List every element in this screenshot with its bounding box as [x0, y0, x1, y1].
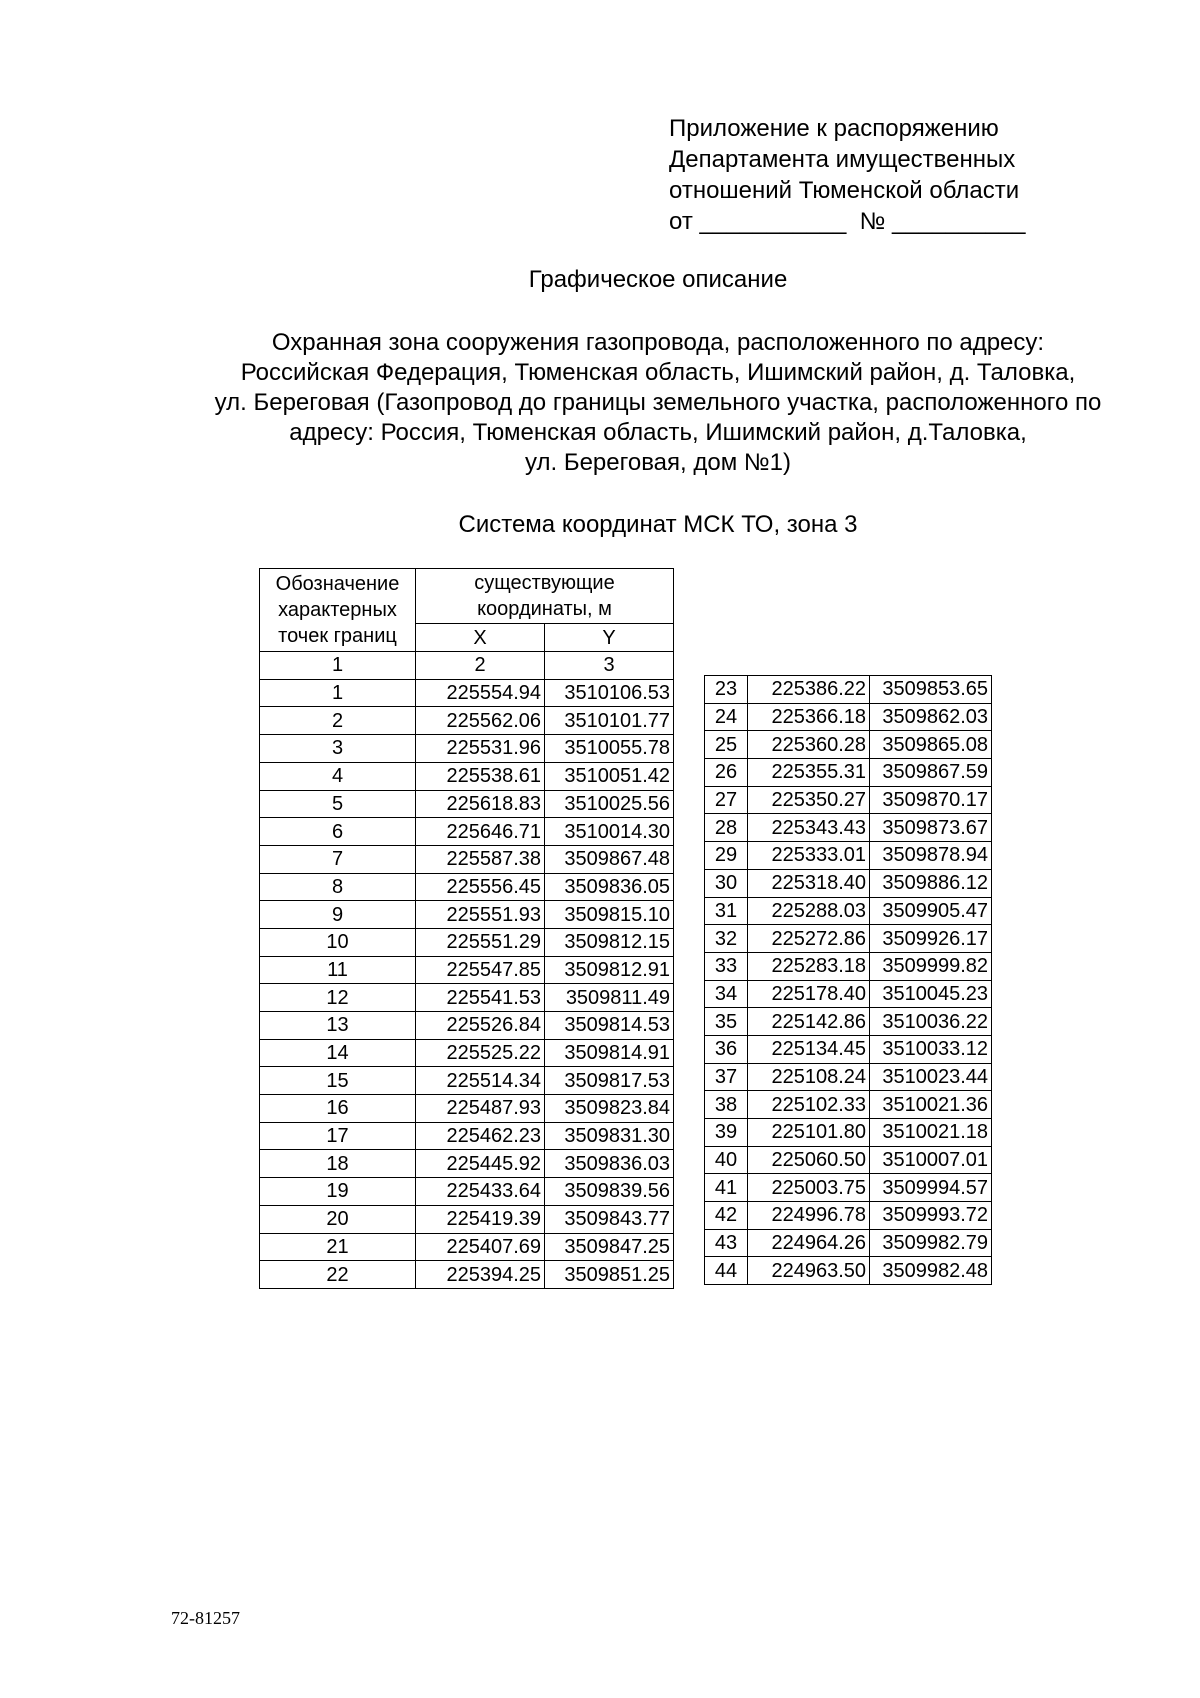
x-coordinate: 225551.29 [416, 928, 545, 956]
x-coordinate: 225318.40 [748, 869, 870, 897]
y-coordinate: 3510051.42 [545, 762, 674, 790]
x-coordinate: 225108.24 [748, 1063, 870, 1091]
table-row [260, 1039, 674, 1067]
appendix-line-1: Приложение к распоряжению [669, 115, 999, 142]
y-coordinate: 3509814.53 [545, 1012, 674, 1040]
point-number: 5 [260, 790, 416, 818]
point-number: 14 [260, 1039, 416, 1067]
y-coordinate: 3509982.48 [870, 1257, 992, 1285]
x-coordinate: 225547.85 [416, 956, 545, 984]
x-coordinate: 225360.28 [748, 731, 870, 759]
point-number: 19 [260, 1178, 416, 1206]
point-number: 40 [705, 1146, 748, 1174]
table-row [260, 1205, 674, 1233]
column-index-1: 1 [260, 652, 416, 680]
appendix-line-3: отношений Тюменской области [669, 177, 1020, 204]
table-row [260, 735, 674, 763]
table-row [260, 901, 674, 929]
table-row [705, 759, 992, 787]
y-coordinate: 3509817.53 [545, 1067, 674, 1095]
table-row [260, 928, 674, 956]
description-line-4: адресу: Россия, Тюменская область, Ишимский район, д.Таловка, [289, 419, 1027, 446]
table-row [260, 707, 674, 735]
coordinate-system-label: Система координат МСК ТО, зона 3 [458, 511, 858, 538]
y-coordinate: 3509836.05 [545, 873, 674, 901]
x-coordinate: 225562.06 [416, 707, 545, 735]
table-row [260, 873, 674, 901]
table-row [260, 1233, 674, 1261]
x-coordinate: 225394.25 [416, 1261, 545, 1289]
description-line-2: Российская Федерация, Тюменская область, Ишимский район, д. Таловка, [240, 359, 1076, 386]
y-coordinate: 3509867.59 [870, 759, 992, 787]
y-coordinate: 3509867.48 [545, 845, 674, 873]
table-row [705, 1202, 992, 1230]
x-coordinate: 225556.45 [416, 873, 545, 901]
y-coordinate: 3509999.82 [870, 952, 992, 980]
y-coordinate: 3509865.08 [870, 731, 992, 759]
point-number: 2 [260, 707, 416, 735]
y-coordinate: 3509851.25 [545, 1261, 674, 1289]
table-row [705, 1119, 992, 1147]
y-coordinate: 3509862.03 [870, 703, 992, 731]
y-coordinate: 3510025.56 [545, 790, 674, 818]
y-coordinate: 3509812.91 [545, 956, 674, 984]
point-number: 20 [260, 1205, 416, 1233]
point-number: 38 [705, 1091, 748, 1119]
point-number: 22 [260, 1261, 416, 1289]
table-row [705, 703, 992, 731]
point-number: 26 [705, 759, 748, 787]
x-coordinate: 225526.84 [416, 1012, 545, 1040]
table-row [260, 762, 674, 790]
description-line-1: Охранная зона сооружения газопровода, расположенного по адресу: [271, 329, 1045, 356]
x-coordinate: 225407.69 [416, 1233, 545, 1261]
y-coordinate: 3510055.78 [545, 735, 674, 763]
y-coordinate: 3509982.79 [870, 1229, 992, 1257]
table-row [705, 1063, 992, 1091]
x-coordinate: 225134.45 [748, 1035, 870, 1063]
y-coordinate: 3509853.65 [870, 676, 992, 704]
point-number: 15 [260, 1067, 416, 1095]
x-coordinate: 225433.64 [416, 1178, 545, 1206]
table-row [260, 1122, 674, 1150]
point-number: 10 [260, 928, 416, 956]
description-line-5: ул. Береговая, дом №1) [525, 449, 791, 476]
x-coordinate: 225618.83 [416, 790, 545, 818]
description-line-3: ул. Береговая (Газопровод до границы земельного участка, расположенного по [214, 389, 1102, 416]
appendix-block [669, 113, 1026, 237]
x-coordinate: 225445.92 [416, 1150, 545, 1178]
point-number: 33 [705, 952, 748, 980]
point-number: 13 [260, 1012, 416, 1040]
x-coordinate: 225272.86 [748, 925, 870, 953]
y-coordinate: 3510036.22 [870, 1008, 992, 1036]
x-coordinate: 225554.94 [416, 679, 545, 707]
y-coordinate: 3509994.57 [870, 1174, 992, 1202]
table-row [260, 790, 674, 818]
y-coordinate: 3509886.12 [870, 869, 992, 897]
x-coordinate: 225288.03 [748, 897, 870, 925]
point-number: 35 [705, 1008, 748, 1036]
y-coordinate: 3509814.91 [545, 1039, 674, 1067]
coordinates-rows-right [705, 676, 992, 1285]
point-number: 36 [705, 1035, 748, 1063]
document-title: Графическое описание [528, 266, 788, 293]
x-coordinate: 225462.23 [416, 1122, 545, 1150]
point-number: 18 [260, 1150, 416, 1178]
point-number: 34 [705, 980, 748, 1008]
table-row [705, 952, 992, 980]
y-coordinate: 3509878.94 [870, 842, 992, 870]
point-number: 29 [705, 842, 748, 870]
table-row [260, 1067, 674, 1095]
y-coordinate: 3510033.12 [870, 1035, 992, 1063]
x-coordinate: 225355.31 [748, 759, 870, 787]
y-coordinate: 3509839.56 [545, 1178, 674, 1206]
x-coordinate: 225142.86 [748, 1008, 870, 1036]
y-coordinate: 3509905.47 [870, 897, 992, 925]
table-row [705, 731, 992, 759]
point-number: 30 [705, 869, 748, 897]
table-row [260, 1178, 674, 1206]
x-coordinate: 225283.18 [748, 952, 870, 980]
table-row [705, 897, 992, 925]
coordinates-rows-left [260, 679, 674, 1288]
table-row [260, 1012, 674, 1040]
point-number: 24 [705, 703, 748, 731]
x-coordinate: 225525.22 [416, 1039, 545, 1067]
table-row [705, 869, 992, 897]
x-coordinate: 225419.39 [416, 1205, 545, 1233]
x-coordinate: 225060.50 [748, 1146, 870, 1174]
y-coordinate: 3510021.36 [870, 1091, 992, 1119]
table-row [705, 1174, 992, 1202]
y-coordinate: 3509811.49 [545, 984, 674, 1012]
point-number: 32 [705, 925, 748, 953]
point-number: 31 [705, 897, 748, 925]
table-row [705, 1008, 992, 1036]
y-coordinate: 3509836.03 [545, 1150, 674, 1178]
x-coordinate: 225178.40 [748, 980, 870, 1008]
y-coordinate: 3509870.17 [870, 786, 992, 814]
appendix-sign-line: от ___________ № __________ [669, 208, 1026, 235]
point-number: 7 [260, 845, 416, 873]
x-coordinate: 225101.80 [748, 1119, 870, 1147]
table-row [705, 842, 992, 870]
table-row [260, 1095, 674, 1123]
x-coordinate: 225487.93 [416, 1095, 545, 1123]
column-index-2: 2 [416, 652, 545, 680]
table-row [705, 1257, 992, 1285]
document-stamp-number: 72-81257 [171, 1608, 240, 1628]
y-column-header: Y [545, 624, 674, 652]
y-coordinate: 3509812.15 [545, 928, 674, 956]
x-coordinate: 225003.75 [748, 1174, 870, 1202]
point-number: 39 [705, 1119, 748, 1147]
coords-group-header: существующие координаты, м [416, 569, 674, 624]
y-coordinate: 3509823.84 [545, 1095, 674, 1123]
point-number: 25 [705, 731, 748, 759]
column-index-3: 3 [545, 652, 674, 680]
table-row [705, 676, 992, 704]
x-coordinate: 224963.50 [748, 1257, 870, 1285]
x-coordinate: 224964.26 [748, 1229, 870, 1257]
y-coordinate: 3509993.72 [870, 1202, 992, 1230]
x-coordinate: 225366.18 [748, 703, 870, 731]
y-coordinate: 3510101.77 [545, 707, 674, 735]
table-row [260, 984, 674, 1012]
point-number: 37 [705, 1063, 748, 1091]
x-coordinate: 225386.22 [748, 676, 870, 704]
y-coordinate: 3509831.30 [545, 1122, 674, 1150]
point-number: 21 [260, 1233, 416, 1261]
y-coordinate: 3509847.25 [545, 1233, 674, 1261]
point-number: 41 [705, 1174, 748, 1202]
point-number: 11 [260, 956, 416, 984]
point-number: 27 [705, 786, 748, 814]
table-row [705, 1146, 992, 1174]
x-coordinate: 225350.27 [748, 786, 870, 814]
table-row [705, 1229, 992, 1257]
x-coordinate: 225646.71 [416, 818, 545, 846]
x-coordinate: 225541.53 [416, 984, 545, 1012]
table-row [705, 925, 992, 953]
appendix-line-2: Департамента имущественных [669, 146, 1016, 173]
y-coordinate: 3510007.01 [870, 1146, 992, 1174]
y-coordinate: 3510106.53 [545, 679, 674, 707]
x-coordinate: 225551.93 [416, 901, 545, 929]
point-number: 28 [705, 814, 748, 842]
x-column-header: X [416, 624, 545, 652]
point-number: 4 [260, 762, 416, 790]
table-row [260, 1150, 674, 1178]
point-number: 6 [260, 818, 416, 846]
x-coordinate: 225531.96 [416, 735, 545, 763]
table-row [260, 679, 674, 707]
y-coordinate: 3510023.44 [870, 1063, 992, 1091]
table-row [705, 980, 992, 1008]
point-number: 43 [705, 1229, 748, 1257]
point-number: 16 [260, 1095, 416, 1123]
x-coordinate: 225333.01 [748, 842, 870, 870]
point-number: 1 [260, 679, 416, 707]
table-row [260, 845, 674, 873]
x-coordinate: 225343.43 [748, 814, 870, 842]
coordinates-table-left [259, 568, 674, 1289]
y-coordinate: 3510021.18 [870, 1119, 992, 1147]
table-row [260, 818, 674, 846]
point-number: 9 [260, 901, 416, 929]
y-coordinate: 3510014.30 [545, 818, 674, 846]
y-coordinate: 3509873.67 [870, 814, 992, 842]
y-coordinate: 3510045.23 [870, 980, 992, 1008]
zone-description [0, 328, 1200, 478]
point-column-header: Обозначение характерных точек границ [260, 569, 416, 652]
x-coordinate: 225514.34 [416, 1067, 545, 1095]
x-coordinate: 225587.38 [416, 845, 545, 873]
table-row [705, 814, 992, 842]
x-coordinate: 225538.61 [416, 762, 545, 790]
point-number: 44 [705, 1257, 748, 1285]
y-coordinate: 3509843.77 [545, 1205, 674, 1233]
point-number: 3 [260, 735, 416, 763]
x-coordinate: 224996.78 [748, 1202, 870, 1230]
y-coordinate: 3509926.17 [870, 925, 992, 953]
point-number: 8 [260, 873, 416, 901]
point-number: 23 [705, 676, 748, 704]
point-number: 17 [260, 1122, 416, 1150]
table-row [260, 956, 674, 984]
point-number: 12 [260, 984, 416, 1012]
x-coordinate: 225102.33 [748, 1091, 870, 1119]
coordinates-table-right [704, 675, 992, 1285]
table-row [705, 1091, 992, 1119]
table-row [705, 786, 992, 814]
table-row [705, 1035, 992, 1063]
point-number: 42 [705, 1202, 748, 1230]
y-coordinate: 3509815.10 [545, 901, 674, 929]
table-row [260, 1261, 674, 1289]
